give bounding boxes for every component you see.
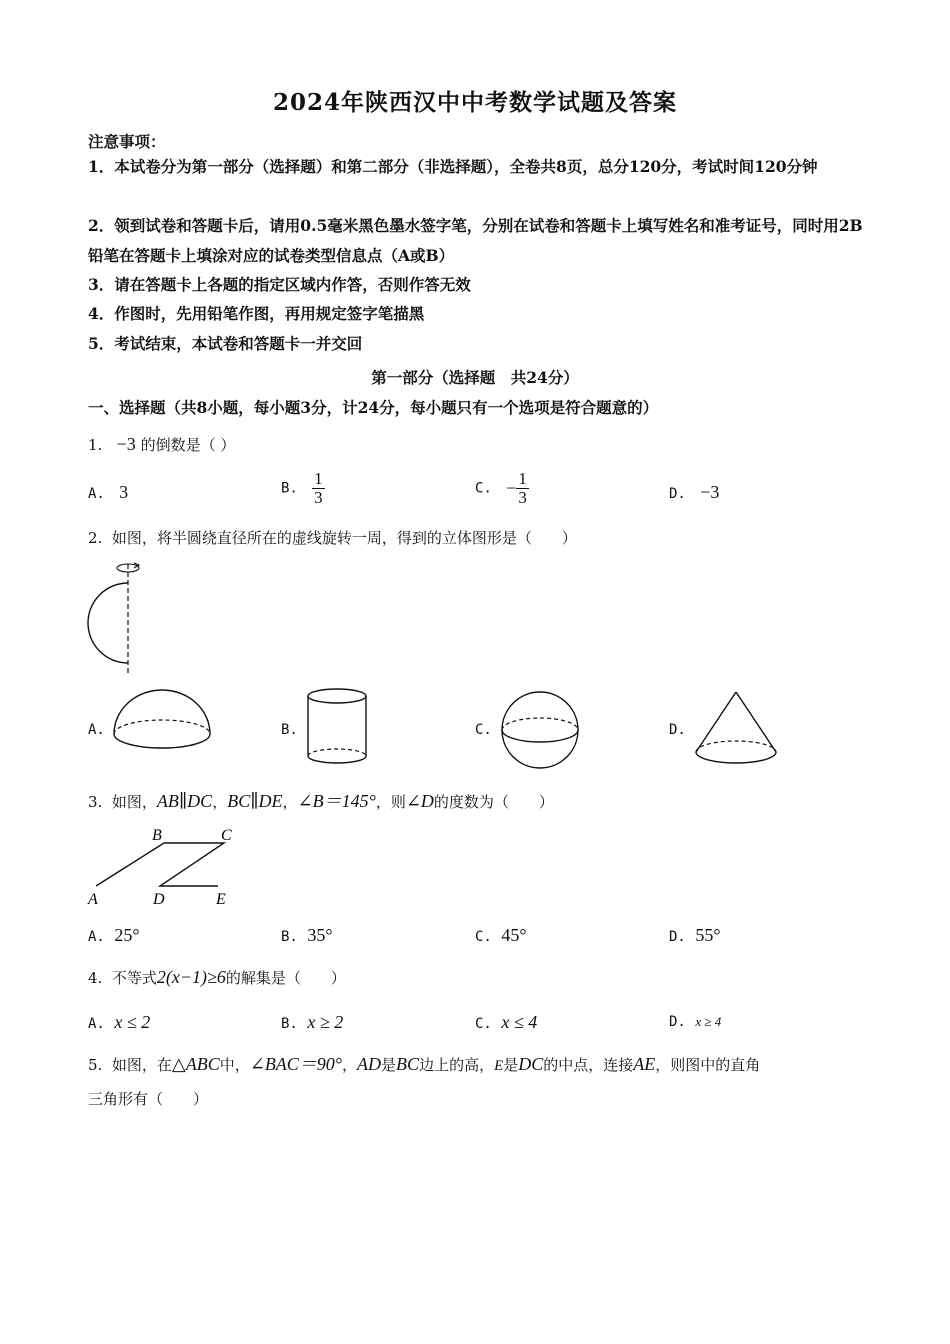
math-expression: AE <box>633 1054 656 1074</box>
option-d: D. −3 <box>669 482 720 502</box>
math-expression: ∠BAC＝90° <box>249 1054 343 1074</box>
math-expression: AD <box>357 1054 382 1074</box>
section-one-heading: 一、选择题（共8小题，每小题3分，计24分，每小题只有一个选项是符合题意的） <box>88 398 659 417</box>
math-expression: BC <box>396 1054 420 1074</box>
notice-item-3: 3．请在答题卡上各题的指定区域内作答，否则作答无效 <box>88 275 471 294</box>
part-one-heading: 第一部分（选择题 共24分） <box>371 368 579 387</box>
question-4: 4. 不等式2(x−1)≥6的解集是（ ） <box>88 967 346 987</box>
question-5: 5. 如图，在△ABC中，∠BAC＝90°，AD是BC边上的高，E是DC的中点，连接AE，则图中的直角 <box>88 1054 761 1074</box>
option-b: B. 35° <box>281 925 333 945</box>
math-expression: 2(x−1)≥6 <box>156 967 226 987</box>
question-number: 3. <box>88 793 103 811</box>
point-label-a: A <box>88 891 98 908</box>
point-label-b: B <box>152 827 162 844</box>
math-expression: DC <box>518 1054 544 1074</box>
option-a: A. 3 <box>88 482 129 502</box>
question-1 <box>88 434 235 455</box>
math-expression: △ABC <box>171 1054 220 1074</box>
semicircle-arc <box>88 583 128 663</box>
point-label-c: C <box>221 827 232 844</box>
option-d: D. 55° <box>669 925 721 945</box>
option-d: D. <box>669 722 686 738</box>
question-number: 1. <box>88 436 103 454</box>
notice-heading: 注意事项： <box>88 132 166 151</box>
option-a: A. x ≤ 2 <box>88 1012 151 1032</box>
question-text: 的倒数是（ ） <box>140 436 236 454</box>
math-expression: E <box>494 1058 504 1074</box>
option-c: C. x ≤ 4 <box>475 1012 538 1032</box>
question-number: 4. <box>88 969 103 987</box>
parallel-lines-figure <box>86 824 246 910</box>
option-a: A. 25° <box>88 925 140 945</box>
hemisphere-figure <box>112 690 212 758</box>
notice-item-5: 5．考试结束，本试卷和答题卡一并交回 <box>88 334 363 353</box>
math-expression: BC∥DE <box>227 791 283 811</box>
math-expression: ∠B＝145° <box>297 791 376 811</box>
point-label-d: D <box>153 891 165 908</box>
option-c: C. 45° <box>475 925 527 945</box>
question-3: 3. 如图，AB∥DC，BC∥DE，∠B＝145°，则∠D的度数为（ ） <box>88 791 554 811</box>
question-5-continued: 三角形有（ ） <box>88 1090 209 1108</box>
semicircle-rotation-figure <box>84 558 154 680</box>
option-c: C. <box>475 722 492 738</box>
question-number: 5. <box>88 1056 103 1074</box>
question-number: 2. <box>88 529 103 547</box>
notice-item-1: 1．本试卷分为第一部分（选择题）和第二部分（非选择题），全卷共8页，总分120分，考试时间120分钟 <box>88 157 818 176</box>
sphere-figure <box>500 690 580 770</box>
cone-figure <box>694 690 778 770</box>
option-d: D. x ≥ 4 <box>669 1014 722 1030</box>
option-b: B. <box>281 722 298 738</box>
page-title: 2024年陕西汉中中考数学试题及答案 <box>272 89 677 116</box>
fraction: $\frac{1}{3}$ <box>518 469 527 507</box>
option-a: A. <box>88 722 105 738</box>
point-label-e: E <box>216 891 226 908</box>
fraction: $\frac{1}{3}$ <box>314 469 323 507</box>
option-b: B. x ≥ 2 <box>281 1012 344 1032</box>
question-text: 如图，将半圆绕直径所在的虚线旋转一周，得到的立体图形是（ ） <box>111 529 577 547</box>
cylinder-figure <box>305 688 369 766</box>
option-b: B. $\frac{1}{3}$ <box>281 469 323 507</box>
math-expression: AB∥DC <box>156 791 213 811</box>
question-2 <box>88 527 577 548</box>
notice-item-4: 4．作图时，先用铅笔作图，再用规定签字笔描黑 <box>88 304 425 323</box>
notice-item-2: 2．领到试卷和答题卡后，请用0.5毫米黑色墨水签字笔，分别在试卷和答题卡上填写姓名和准考证号，同时用2B铅笔在答题卡上填涂对应的试卷类型信息点（A或B） <box>88 216 863 265</box>
math-expression: ∠D <box>405 791 434 811</box>
option-c: C. − $\frac{1}{3}$ <box>475 469 527 507</box>
math-expression: −3 <box>116 434 136 454</box>
